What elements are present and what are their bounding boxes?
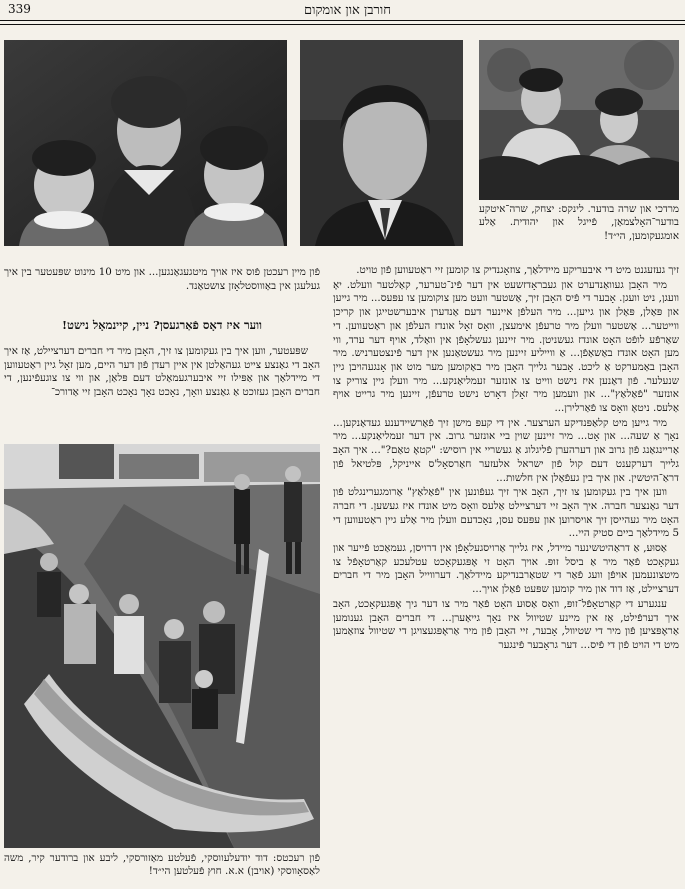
page-number: 339 <box>8 2 31 16</box>
paragraph: זיך געזעגנט מיט די איבעריקע מיידלאַך, צוזאָגנדיק צו קומען זיי ראַטעווען פֿון טויט. <box>356 264 679 276</box>
photo-portrait-young-man <box>300 40 463 246</box>
caption-top-right: מרדכי און שרה בודער. לינקס: יצחק, שרה־איטקע בודער־האָלצמאַן, פֿייגל און יהודית. אַלע אומגעקומען, הי״ד! <box>479 203 679 242</box>
paragraph: ווען איך בין געקומען צו זיך, האָב איך זיך געפֿונען אין "פֿאַלאַץ" אַרומגערינגלט פֿון דער גאַנצער חברה. איך האָב זיי דערציילט אַלעס וואָס מיט אונדז איז געשען. די חברה האָט מיר געהייסן זיך אויסרוען און עפּעס עסן, נאָכדעם וועלן מיר אַלע גיין ראַטעווען די 5 מיידלאַך ביים סטיק היי... <box>333 486 679 540</box>
running-title: חורבן און אומקום <box>304 3 391 18</box>
right-column <box>333 264 679 886</box>
paragraph: מיר גייען מיט קלאַפּנדיקע הערצער. אין די קעפּ מישן זיך פֿאַרשיידענע געדאַנקען... נאָך אַ שעה... און אָט... מיר זיינען שוין ביי אונזער גרוב. אין דער זעמליאַנקע... מיר אַריינגאַנג פֿון גרוב און דערהערן פֿליגלוג אַ געשריי אין רוסיש: "קטאָ טאַם?"... איך האָב גלייך דערקענט דעם קול פֿון ישראל אלעזער חאַרסאָל'ס אייניקל, פּלטיאל פֿון דראַ־היטשין. און איך בין געפֿאַלן אין חלשות... <box>333 416 679 484</box>
photo-group-in-boat <box>4 444 320 848</box>
photo-children-with-mother <box>4 40 287 246</box>
paragraph: ענגערע די קאַרטאָפֿל־זופּ, וואָס אַסוּע האָט פֿאַר מיר צו דער גיך אָפּגעקאָכט, האָב איך דערפֿילט, אַז אין מיינע שטיוול איז נאָך גייאַערן... די חברים האָבן גענומען אַראָפּציען פֿון מיר די שטיוול, אָבער, זיי האָבן פֿון מיר אַראָפּגעצויגן די שטיוול צוזאַמען מיט די הויט פֿון די פֿיס... דער גראָבער פֿינגער <box>333 597 679 651</box>
caption-bottom-left: פֿון רעכטס: דוד יודעלעווסקי, פֿעלטע מאַזורסקי, ליבע און ברודער קיר, משה לאַסאָווסקי (אויבן) א.א. חוץ פֿעלטען הי״ד! <box>4 852 320 878</box>
left-intro-text: פֿון מיין רעכטן פֿוס איז אויך מיטגעגאַנגען... און מיט 10 מינוט שפּעטער בין איך געלעגן אין באַוווסטלאָזן צושטאַנד. <box>4 266 320 292</box>
left-intro <box>4 266 320 294</box>
photo-couple <box>479 40 679 200</box>
paragraph: אַסוּע, אַ דראַהיטשינער מיידל, איז גלייך אַרויסגעלאָפֿן אין דרויסן, געמאַכט פֿייער און געקאָכט פֿאַר מיר אַ ביסל זופּ. אויך האָט זי אָפּגעקאָכט עטלעכע קאַרטאָפֿל צו מיטצונעמען אויפֿן וועג פֿאַר די שטאַרבנדיקע מיידלאַך. דערווייל האָבן מיר די חברים דערציילט, אַז דוד און מיר קומען שפּעט פֿאַלן אויך... <box>333 542 679 596</box>
header-rule-thin <box>0 24 685 25</box>
left-body <box>4 345 320 437</box>
paragraph: מיר האָבן געוואַנדערט און געבראָדזשעט אין דער פֿינ־טערער, קאַלטער וועלט. יאָ וועגן, ניט וועגן. אָבער די פֿיס האָבן זיך, אַשטער וועט מען צוקומען צו עפּעס... מיר גייען און פּאַלן, פּאַלן און גייען... מיר העלפֿן איינער דעם אַנדערן איבערשטייגן און קריכן ווייטער... אַשטער וועלן מיר טרעפֿן אימעצן, וואָס זאָל אונדז העלפֿן און ראַטעווען. די שאַרפֿע לופֿט האָט אונדז געשניטן. מיר זיינען געשלאָפֿן אין וואַלד, אויף דער ערד, ווי מען האָט אונדז באַשאַפֿן... אַ ווייליע זיינען מיר געשטאַנען אין דער פֿינצטערניש. מיר האָבן באַמערקט אַ ליכט. אָבער גלייך האָבן מיר באַקומען מער מוט און אָנגעהויבן גיין שנעלער. פֿון דאַנען איז נישט ווייט צו אונזער זעמליאַנקע... מיר וועלן גיין צוריק צו אונזער "פֿאַלאַץ"... און וועמען מיר זאָלן דאָרט נישט טרעפֿן, זיינען מיר גרייט אויף אַלעס. ניטאָ וואָס צו פֿאַרלירן... <box>333 278 679 415</box>
left-body-text: שפּעטער, ווען איך בין געקומען צו זיך, האָבן מיר די חברים דערציילט, אַז איך האָב די גאַנצע צייט געהאַלטן אין איין רעדן פֿון דער היים, מען זאָל גיין ראַטעווען די מיידלאַך און אַפּילו זיי איבערגעמאַלט דעם פּלאַן, און ווי צו צוגעפֿינען, די חברים האָבן געזוכט אַ גאַנצע וואָך, נאָכט נאָך נאָכט האָבן זיי אַדורכ־ <box>4 345 320 399</box>
header-rule <box>0 20 685 21</box>
section-heading: ווער איז דאָס פֿאַרגעסן? ניין, קיינמאָל נישט! <box>61 318 263 332</box>
